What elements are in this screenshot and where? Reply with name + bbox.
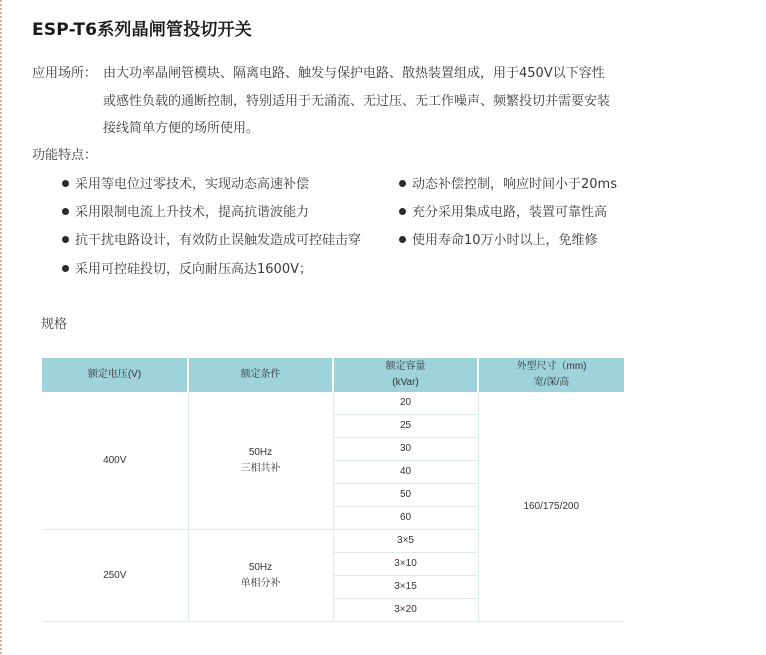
condition-cell (188, 392, 333, 530)
feature-item (62, 258, 312, 277)
header-size-line1: 外型尺寸（mm) (516, 361, 587, 372)
condition-line1: 50Hz (248, 446, 273, 458)
capacity-cell: 60 (333, 507, 478, 530)
feature-item (62, 229, 361, 248)
feature-item (399, 201, 607, 220)
feature-item (62, 201, 309, 220)
capacity-cell: 3×15 (333, 576, 478, 599)
usage-line: 由大功率晶闸管模块、隔离电路、触发与保护电路、散热装置组成，用于450V以下容性 (103, 66, 605, 81)
voltage-cell: 250V (42, 530, 188, 622)
condition-line2: 三相共补 (240, 462, 281, 474)
header-capacity-line2: (kVar) (392, 377, 419, 388)
usage-label: 应用场所： (32, 66, 98, 81)
feature-text: 动态补偿控制，响应时间小于20ms (412, 177, 617, 192)
header-capacity-line1: 额定容量 (385, 361, 426, 372)
header-size-line2: 宽/深/高 (533, 377, 570, 388)
page-title: ESP-T6系列晶闸管投切开关 (32, 20, 252, 40)
bullet-icon (399, 208, 406, 215)
capacity-cell: 40 (333, 461, 478, 484)
feature-text: 使用寿命10万小时以上，免维修 (412, 233, 598, 248)
feature-item (399, 173, 617, 192)
capacity-cell: 3×10 (333, 553, 478, 576)
header-condition: 额定条件 (188, 358, 333, 392)
bullet-icon (62, 180, 69, 187)
table-row (42, 392, 624, 415)
bullet-icon (399, 236, 406, 243)
capacity-cell: 3×20 (333, 599, 478, 622)
feature-item (399, 229, 598, 248)
header-size (478, 358, 624, 392)
feature-text: 采用限制电流上升技术，提高抗谐波能力 (75, 205, 310, 220)
usage-line: 接线简单方便的场所使用。 (103, 121, 260, 136)
condition-line2: 单相分补 (240, 577, 281, 589)
voltage-cell: 400V (42, 392, 188, 530)
spec-table (42, 358, 624, 622)
header-voltage: 额定电压(V) (42, 358, 188, 392)
condition-line1: 50Hz (248, 561, 273, 573)
size-cell: 160/175/200 (478, 392, 624, 622)
left-dotted-border (0, 0, 2, 655)
feature-text: 充分采用集成电路，装置可靠性高 (412, 205, 608, 220)
feature-text: 采用可控硅投切，反向耐压高达1600V； (75, 262, 312, 277)
bullet-icon (62, 236, 69, 243)
capacity-cell: 3×5 (333, 530, 478, 553)
feature-text: 采用等电位过零技术，实现动态高速补偿 (75, 177, 310, 192)
usage-text (103, 60, 672, 143)
condition-cell (188, 530, 333, 622)
table-header-row (42, 358, 624, 392)
spec-label: 规格 (41, 317, 68, 332)
usage-line: 或感性负载的通断控制，特别适用于无涌流、无过压、无工作噪声、频繁投切并需要安装 (103, 93, 611, 109)
feature-item (62, 173, 309, 192)
bullet-icon (62, 265, 69, 272)
usage-section (32, 60, 672, 143)
bullet-icon (399, 180, 406, 187)
capacity-cell: 25 (333, 415, 478, 438)
bullet-icon (62, 208, 69, 215)
capacity-cell: 30 (333, 438, 478, 461)
header-capacity (333, 358, 478, 392)
capacity-cell: 20 (333, 392, 478, 415)
features-label: 功能特点： (32, 148, 98, 163)
capacity-cell: 50 (333, 484, 478, 507)
feature-text: 抗干扰电路设计，有效防止误触发造成可控硅击穿 (75, 233, 362, 248)
